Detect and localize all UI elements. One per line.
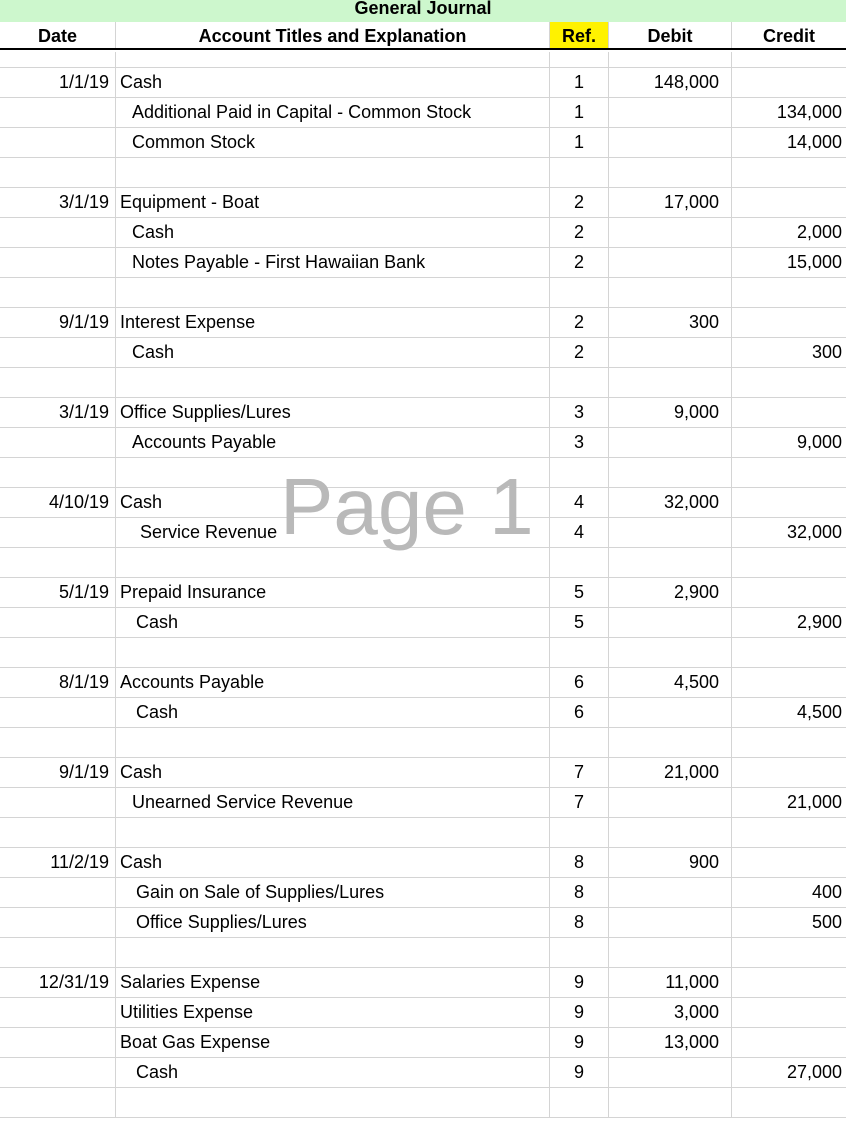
cell-debit[interactable]: 11,000 xyxy=(609,968,732,997)
cell-date[interactable] xyxy=(0,338,116,367)
cell-credit[interactable]: 134,000 xyxy=(776,102,842,122)
cell-account[interactable]: Accounts Payable xyxy=(116,668,550,697)
cell-credit[interactable]: 2,000 xyxy=(796,222,842,242)
journal-row xyxy=(0,218,846,248)
journal-row xyxy=(0,278,846,308)
journal-row xyxy=(0,578,846,608)
cell-account[interactable]: Cash xyxy=(116,758,550,787)
cell-date[interactable] xyxy=(0,428,116,457)
cell-credit[interactable] xyxy=(732,1088,846,1117)
cell-ref[interactable]: 2 xyxy=(550,338,609,367)
cell-date[interactable] xyxy=(0,218,116,247)
cell-ref[interactable]: 2 xyxy=(550,218,609,247)
cell-account[interactable]: Gain on Sale of Supplies/Lures xyxy=(116,878,550,907)
cell-ref[interactable]: 4 xyxy=(550,488,609,517)
cell-credit[interactable] xyxy=(732,458,846,487)
cell-ref[interactable] xyxy=(550,638,609,667)
cell-account[interactable]: Salaries Expense xyxy=(116,968,550,997)
cell-debit[interactable] xyxy=(609,638,732,667)
cell-credit[interactable] xyxy=(732,758,846,787)
journal-row xyxy=(0,848,846,878)
cell-ref[interactable]: 8 xyxy=(550,878,609,907)
cell-date[interactable] xyxy=(0,1028,116,1057)
journal-row xyxy=(0,68,846,98)
cell-date[interactable]: 12/31/19 xyxy=(0,968,116,997)
cell-account[interactable] xyxy=(116,818,550,847)
cell-ref[interactable]: 8 xyxy=(550,908,609,937)
cell-account[interactable]: Boat Gas Expense xyxy=(116,1028,550,1057)
cell-account[interactable]: Cash xyxy=(116,608,550,637)
cell-credit[interactable] xyxy=(732,308,846,337)
journal-row xyxy=(0,308,846,338)
journal-row xyxy=(0,518,846,548)
cell-credit[interactable]: 27,000 xyxy=(786,1062,842,1082)
cell-debit[interactable] xyxy=(609,728,732,757)
cell-account[interactable]: Cash xyxy=(116,848,550,877)
cell-credit[interactable]: 14,000 xyxy=(786,132,842,152)
cell-ref[interactable]: 8 xyxy=(550,848,609,877)
journal-row xyxy=(0,638,846,668)
cell-credit[interactable] xyxy=(732,848,846,877)
cell-date[interactable] xyxy=(0,52,116,67)
cell-credit[interactable] xyxy=(732,368,846,397)
journal-row xyxy=(0,998,846,1028)
cell-date[interactable] xyxy=(0,908,116,937)
cell-date[interactable] xyxy=(0,1088,116,1117)
header-date[interactable]: Date xyxy=(0,22,116,48)
cell-date[interactable] xyxy=(0,878,116,907)
cell-credit[interactable] xyxy=(732,1028,846,1057)
cell-debit[interactable]: 21,000 xyxy=(609,758,732,787)
cell-account[interactable] xyxy=(116,1088,550,1117)
cell-account[interactable] xyxy=(116,368,550,397)
cell-date[interactable] xyxy=(0,1058,116,1087)
cell-account[interactable]: Office Supplies/Lures xyxy=(116,908,550,937)
cell-account[interactable] xyxy=(116,938,550,967)
cell-account[interactable]: Cash xyxy=(116,488,550,517)
page-watermark: Page 1 xyxy=(280,462,534,551)
cell-ref[interactable] xyxy=(550,52,609,67)
cell-account[interactable]: Cash xyxy=(116,68,550,97)
cell-date[interactable]: 3/1/19 xyxy=(0,188,116,217)
cell-account[interactable]: Notes Payable - First Hawaiian Bank xyxy=(116,248,550,277)
cell-ref[interactable]: 2 xyxy=(550,188,609,217)
cell-debit[interactable] xyxy=(609,608,732,637)
cell-debit[interactable] xyxy=(609,248,732,277)
cell-date[interactable]: 1/1/19 xyxy=(0,68,116,97)
cell-debit[interactable] xyxy=(609,98,732,127)
cell-date[interactable] xyxy=(0,608,116,637)
cell-ref[interactable]: 2 xyxy=(550,308,609,337)
journal-row xyxy=(0,878,846,908)
journal-row xyxy=(0,908,846,938)
cell-account[interactable]: Cash xyxy=(116,698,550,727)
journal-row xyxy=(0,818,846,848)
journal-row xyxy=(0,698,846,728)
journal-row xyxy=(0,608,846,638)
cell-debit[interactable] xyxy=(609,158,732,187)
cell-account[interactable]: Interest Expense xyxy=(116,308,550,337)
cell-account[interactable] xyxy=(116,278,550,307)
journal-grid xyxy=(0,52,846,1118)
cell-date[interactable]: 11/2/19 xyxy=(0,848,116,877)
header-ref[interactable]: Ref. xyxy=(550,22,609,48)
cell-account[interactable]: Cash xyxy=(116,218,550,247)
journal-row xyxy=(0,52,846,68)
cell-ref[interactable]: 3 xyxy=(550,428,609,457)
cell-credit[interactable] xyxy=(732,278,846,307)
cell-account[interactable]: Cash xyxy=(116,338,550,367)
cell-account[interactable]: Common Stock xyxy=(116,128,550,157)
cell-credit[interactable]: 300 xyxy=(811,342,842,362)
journal-row xyxy=(0,788,846,818)
cell-ref[interactable] xyxy=(550,548,609,577)
cell-date[interactable]: 9/1/19 xyxy=(0,308,116,337)
journal-row xyxy=(0,1088,846,1118)
journal-row xyxy=(0,368,846,398)
cell-date[interactable] xyxy=(0,698,116,727)
cell-debit[interactable] xyxy=(609,1058,732,1087)
cell-debit[interactable]: 300 xyxy=(609,308,732,337)
cell-ref[interactable] xyxy=(550,818,609,847)
cell-date[interactable]: 3/1/19 xyxy=(0,398,116,427)
cell-debit[interactable]: 148,000 xyxy=(609,68,732,97)
cell-date[interactable] xyxy=(0,98,116,127)
cell-ref[interactable]: 9 xyxy=(550,1028,609,1057)
cell-credit[interactable]: 400 xyxy=(811,882,842,902)
journal-row xyxy=(0,488,846,518)
cell-credit[interactable] xyxy=(732,818,846,847)
cell-credit[interactable] xyxy=(732,938,846,967)
cell-debit[interactable] xyxy=(609,878,732,907)
cell-account[interactable]: Cash xyxy=(116,1058,550,1087)
cell-account[interactable]: Service Revenue xyxy=(116,518,550,547)
cell-date[interactable] xyxy=(0,158,116,187)
cell-ref[interactable] xyxy=(550,368,609,397)
cell-credit[interactable]: 21,000 xyxy=(786,792,842,812)
header-debit[interactable]: Debit xyxy=(609,22,732,48)
cell-ref[interactable] xyxy=(550,728,609,757)
cell-credit[interactable]: 32,000 xyxy=(786,522,842,542)
journal-row xyxy=(0,188,846,218)
journal-row xyxy=(0,128,846,158)
cell-ref[interactable]: 2 xyxy=(550,248,609,277)
journal-row xyxy=(0,938,846,968)
cell-date[interactable] xyxy=(0,518,116,547)
cell-account[interactable]: Additional Paid in Capital - Common Stock xyxy=(116,98,550,127)
cell-date[interactable] xyxy=(0,788,116,817)
cell-date[interactable] xyxy=(0,128,116,157)
cell-credit[interactable]: 2,900 xyxy=(796,612,842,632)
cell-debit[interactable] xyxy=(609,128,732,157)
cell-credit[interactable] xyxy=(732,968,846,997)
cell-account[interactable] xyxy=(116,458,550,487)
cell-account[interactable]: Equipment - Boat xyxy=(116,188,550,217)
cell-debit[interactable] xyxy=(609,518,732,547)
cell-debit[interactable] xyxy=(609,1088,732,1117)
cell-credit[interactable]: 15,000 xyxy=(786,252,842,272)
cell-date[interactable] xyxy=(0,548,116,577)
cell-debit[interactable] xyxy=(609,338,732,367)
journal-title: General Journal xyxy=(0,0,846,22)
cell-debit[interactable]: 32,000 xyxy=(609,488,732,517)
journal-row xyxy=(0,968,846,998)
cell-account[interactable]: Unearned Service Revenue xyxy=(116,788,550,817)
header-credit[interactable]: Credit xyxy=(762,26,815,46)
cell-date[interactable]: 9/1/19 xyxy=(0,758,116,787)
cell-debit[interactable]: 17,000 xyxy=(609,188,732,217)
cell-ref[interactable]: 9 xyxy=(550,1058,609,1087)
cell-ref[interactable]: 5 xyxy=(550,578,609,607)
cell-account[interactable]: Prepaid Insurance xyxy=(116,578,550,607)
cell-account[interactable] xyxy=(116,52,550,67)
cell-account[interactable] xyxy=(116,158,550,187)
cell-ref[interactable]: 1 xyxy=(550,128,609,157)
cell-debit[interactable] xyxy=(609,458,732,487)
cell-credit[interactable] xyxy=(732,668,846,697)
cell-ref[interactable]: 6 xyxy=(550,698,609,727)
cell-ref[interactable]: 1 xyxy=(550,98,609,127)
cell-credit[interactable] xyxy=(732,638,846,667)
cell-debit[interactable]: 9,000 xyxy=(609,398,732,427)
cell-credit[interactable] xyxy=(732,548,846,577)
journal-row xyxy=(0,758,846,788)
cell-ref[interactable] xyxy=(550,938,609,967)
cell-credit[interactable] xyxy=(732,52,846,67)
cell-ref[interactable]: 6 xyxy=(550,668,609,697)
cell-debit[interactable] xyxy=(609,788,732,817)
cell-date[interactable]: 4/10/19 xyxy=(0,488,116,517)
cell-date[interactable]: 8/1/19 xyxy=(0,668,116,697)
journal-row xyxy=(0,1028,846,1058)
cell-date[interactable] xyxy=(0,638,116,667)
header-account-titles[interactable]: Account Titles and Explanation xyxy=(116,22,550,48)
cell-credit[interactable] xyxy=(732,728,846,757)
cell-debit[interactable]: 4,500 xyxy=(609,668,732,697)
cell-debit[interactable] xyxy=(609,818,732,847)
cell-ref[interactable]: 7 xyxy=(550,788,609,817)
cell-debit[interactable]: 2,900 xyxy=(609,578,732,607)
cell-date[interactable] xyxy=(0,368,116,397)
cell-credit[interactable]: 9,000 xyxy=(796,432,842,452)
cell-debit[interactable] xyxy=(609,218,732,247)
cell-ref[interactable]: 3 xyxy=(550,398,609,427)
cell-ref[interactable]: 1 xyxy=(550,68,609,97)
journal-row xyxy=(0,728,846,758)
cell-date[interactable] xyxy=(0,458,116,487)
cell-ref[interactable]: 7 xyxy=(550,758,609,787)
column-header-row xyxy=(0,22,846,50)
cell-debit[interactable] xyxy=(609,698,732,727)
journal-row xyxy=(0,398,846,428)
cell-ref[interactable]: 9 xyxy=(550,968,609,997)
cell-account[interactable] xyxy=(116,728,550,757)
journal-row xyxy=(0,158,846,188)
cell-debit[interactable] xyxy=(609,428,732,457)
cell-debit[interactable] xyxy=(609,368,732,397)
cell-credit[interactable] xyxy=(732,188,846,217)
cell-account[interactable]: Accounts Payable xyxy=(116,428,550,457)
journal-row xyxy=(0,248,846,278)
journal-row xyxy=(0,98,846,128)
cell-debit[interactable] xyxy=(609,548,732,577)
cell-date[interactable] xyxy=(0,248,116,277)
journal-row xyxy=(0,548,846,578)
cell-credit[interactable] xyxy=(732,488,846,517)
cell-date[interactable]: 5/1/19 xyxy=(0,578,116,607)
cell-account[interactable] xyxy=(116,548,550,577)
cell-debit[interactable]: 900 xyxy=(609,848,732,877)
cell-account[interactable]: Office Supplies/Lures xyxy=(116,398,550,427)
cell-account[interactable] xyxy=(116,638,550,667)
cell-ref[interactable] xyxy=(550,458,609,487)
cell-debit[interactable] xyxy=(609,908,732,937)
cell-ref[interactable]: 4 xyxy=(550,518,609,547)
cell-ref[interactable] xyxy=(550,278,609,307)
cell-date[interactable] xyxy=(0,998,116,1027)
cell-date[interactable] xyxy=(0,728,116,757)
cell-ref[interactable]: 5 xyxy=(550,608,609,637)
cell-ref[interactable]: 9 xyxy=(550,998,609,1027)
cell-credit[interactable]: 4,500 xyxy=(796,702,842,722)
cell-credit[interactable] xyxy=(732,68,846,97)
cell-ref[interactable] xyxy=(550,158,609,187)
journal-row xyxy=(0,1058,846,1088)
cell-debit[interactable] xyxy=(609,938,732,967)
cell-debit[interactable] xyxy=(609,278,732,307)
cell-credit[interactable] xyxy=(732,578,846,607)
cell-date[interactable] xyxy=(0,938,116,967)
cell-credit[interactable] xyxy=(732,158,846,187)
cell-credit[interactable] xyxy=(732,398,846,427)
journal-row xyxy=(0,428,846,458)
journal-row xyxy=(0,338,846,368)
cell-debit[interactable]: 3,000 xyxy=(609,998,732,1027)
cell-ref[interactable] xyxy=(550,1088,609,1117)
cell-account[interactable]: Utilities Expense xyxy=(116,998,550,1027)
cell-date[interactable] xyxy=(0,278,116,307)
journal-row xyxy=(0,458,846,488)
cell-debit[interactable]: 13,000 xyxy=(609,1028,732,1057)
cell-date[interactable] xyxy=(0,818,116,847)
cell-debit[interactable] xyxy=(609,52,732,67)
cell-credit[interactable] xyxy=(732,998,846,1027)
journal-row xyxy=(0,668,846,698)
cell-credit[interactable]: 500 xyxy=(811,912,842,932)
